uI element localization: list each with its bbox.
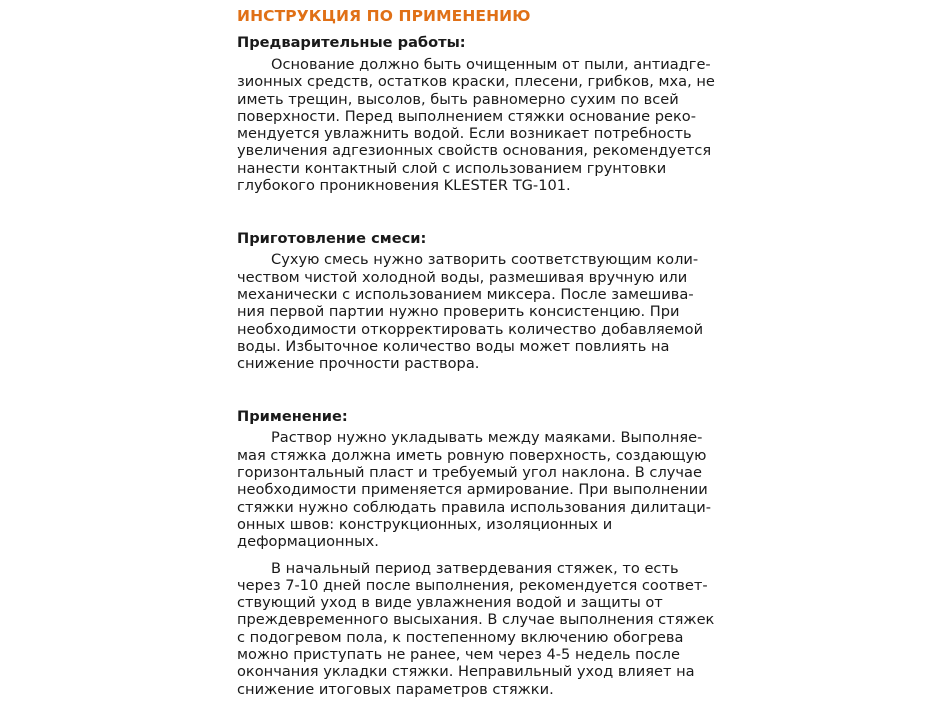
paragraph-line: необходимости применяется армирование. При выполнении xyxy=(237,481,708,499)
paragraph-line: В начальный период затвердевания стяжек, то есть xyxy=(271,559,679,577)
section-preliminary-work xyxy=(237,33,727,194)
paragraph-line: можно приступать не ранее, чем через 4-5 недель после xyxy=(237,646,680,664)
paragraph-line: стяжки нужно соблюдать правила использования дилитаци- xyxy=(237,498,712,516)
paragraph-line: воды. Избыточное количество воды может повлиять на xyxy=(237,337,670,355)
paragraph xyxy=(237,251,727,372)
paragraph xyxy=(237,56,727,194)
document-title: ИНСТРУКЦИЯ ПО ПРИМЕНЕНИЮ xyxy=(237,7,531,25)
paragraph-line: мендуется увлажнить водой. Если возникает потребность xyxy=(237,125,692,143)
paragraph-line: нанести контактный слой с использованием грунтовки xyxy=(237,159,667,177)
section-heading: Применение: xyxy=(237,408,348,426)
paragraph-line: мая стяжка должна иметь ровную поверхность, создающую xyxy=(237,446,707,464)
paragraph-line: деформационных. xyxy=(237,533,379,551)
section-mix-preparation xyxy=(237,229,727,372)
paragraph-line: через 7-10 дней после выполнения, рекомендуется соответ- xyxy=(237,576,708,594)
paragraph-line: Раствор нужно укладывать между маяками. Выполняе- xyxy=(271,429,703,447)
paragraph-line: чеством чистой холодной воды, размешивая вручную или xyxy=(237,268,688,286)
instruction-document xyxy=(237,6,727,698)
paragraph-line: ния первой партии нужно проверить консистенцию. При xyxy=(237,303,680,321)
paragraph-line: иметь трещин, высолов, быть равномерно сухим по всей xyxy=(237,90,679,108)
paragraph-line: Сухую смесь нужно затворить соответствующим коли- xyxy=(271,251,699,269)
paragraph-line: преждевременного высыхания. В случае выполнения стяжек xyxy=(237,611,715,629)
paragraph-line: поверхности. Перед выполнением стяжки основание реко- xyxy=(237,107,696,125)
paragraph-line: снижение прочности раствора. xyxy=(237,355,480,373)
paragraph-line: необходимости откорректировать количество добавляемой xyxy=(237,320,704,338)
paragraph-line: ствующий уход в виде увлажнения водой и защиты от xyxy=(237,594,663,612)
paragraph-line: зионных средств, остатков краски, плесени, грибков, мха, не xyxy=(237,73,715,91)
section-heading: Приготовление смеси: xyxy=(237,230,427,248)
paragraph-line: механически с использованием миксера. После замешива- xyxy=(237,285,694,303)
paragraph-line: увеличения адгезионных свойств основания, рекомендуется xyxy=(237,142,712,160)
section-heading: Предварительные работы: xyxy=(237,34,466,51)
paragraph-line: онных швов: конструкционных, изоляционных и xyxy=(237,515,613,533)
paragraph-line: горизонтальный пласт и требуемый угол наклона. В случае xyxy=(237,464,702,482)
paragraph-line: глубокого проникновения KLESTER TG-101. xyxy=(237,177,571,195)
paragraph-line: снижение итоговых параметров стяжки. xyxy=(237,680,554,698)
paragraph-line: окончания укладки стяжки. Неправильный уход влияет на xyxy=(237,663,695,681)
paragraph xyxy=(237,560,727,698)
paragraph-line: Основание должно быть очищенным от пыли, антиадге- xyxy=(271,56,711,73)
paragraph xyxy=(237,429,727,550)
section-application xyxy=(237,407,727,697)
paragraph-line: с подогревом пола, к постепенному включению обогрева xyxy=(237,628,684,646)
